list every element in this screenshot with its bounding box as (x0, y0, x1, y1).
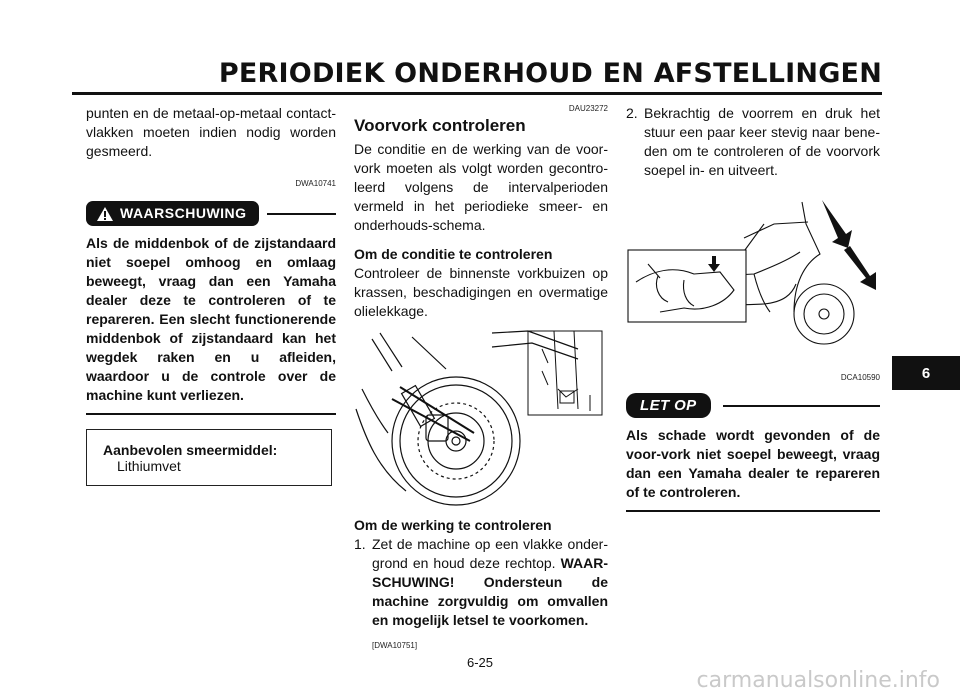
step-1-text: Zet de machine op een vlakke onder-grond en houd deze rechtop. (372, 536, 608, 571)
column-right (626, 104, 880, 512)
warning-end-rule (86, 413, 336, 415)
column-middle (354, 104, 608, 655)
lubricant-box (86, 429, 332, 486)
caution-text: Als schade wordt gevonden of de voor-vork niet soepel beweegt, vraag dan een Yamaha dealer te repareren of te controleren. (626, 427, 880, 500)
section-code: DAU23272 (568, 104, 608, 113)
page-number: 6-25 (466, 655, 494, 670)
warning-label: WAARSCHUWING (120, 205, 247, 221)
front-fork-illustration (352, 329, 606, 507)
header-rule (72, 92, 882, 95)
warning-code: DWA10741 (295, 179, 336, 188)
column-left (86, 104, 336, 486)
section-intro: De conditie en de werking van de voor-vork moeten als volgt worden gecontro-leerd volgens de intervalperioden vermeld in het periodieke smeer- en onderhouds-schema. (354, 141, 608, 233)
lubricant-label: Aanbevolen smeermiddel: (103, 442, 278, 458)
caution-badge: LET OP (626, 393, 711, 418)
warning-text: Als de middenbok of de zijstandaard niet soepel omhoog en omlaag beweegt, vraag dan een Yamaha dealer deze te controleren of te repareren. Een slecht functionerende middenbok of zijstandaard kan het wegdek raken en u afleiden, waardoor u de controle over de machine kunt verliezen. (86, 235, 336, 403)
condition-text: Controleer de binnenste vorkbuizen op krassen, beschadigingen en overmatige olielekkage. (354, 265, 608, 319)
condition-subheading: Om de conditie te controleren (354, 246, 553, 262)
step-1-number: 1. (354, 536, 366, 552)
intro-paragraph: punten en de metaal-op-metaal contact-vlakken moeten indien nodig worden gesmeerd. (86, 105, 336, 159)
caution-rule (723, 405, 880, 407)
warning-rule (267, 213, 336, 215)
chapter-tab: 6 (892, 356, 960, 390)
caution-header (626, 393, 880, 418)
step-1-code: [DWA10751] (372, 641, 418, 650)
step-2-text: Bekrachtig de voorrem en druk het stuur een paar keer stevig naar bene-den om te controleren of de voorvork soepel in- en uitveert. (644, 105, 880, 178)
warning-header (86, 201, 336, 226)
caution-end-rule (626, 510, 880, 512)
page-title: PERIODIEK ONDERHOUD EN AFSTELLINGEN (218, 58, 882, 89)
caution-code: DCA10590 (840, 373, 880, 382)
section-heading: Voorvork controleren (354, 116, 526, 135)
scooter-illustration (624, 194, 880, 364)
step-1 (354, 535, 608, 655)
step-2 (626, 104, 880, 180)
step-1-body (372, 535, 608, 655)
step-1-warning: WAAR-SCHUWING! Ondersteun de machine zorgvuldig om omvallen en mogelijk letsel te voorkomen. (372, 555, 609, 628)
step-2-number: 2. (626, 105, 638, 121)
operation-subheading: Om de werking te controleren (354, 517, 552, 533)
warning-triangle-icon (96, 206, 114, 222)
watermark: carmanualsonline.info (696, 668, 940, 693)
warning-badge (86, 201, 259, 226)
lubricant-value: Lithiumvet (117, 458, 181, 474)
